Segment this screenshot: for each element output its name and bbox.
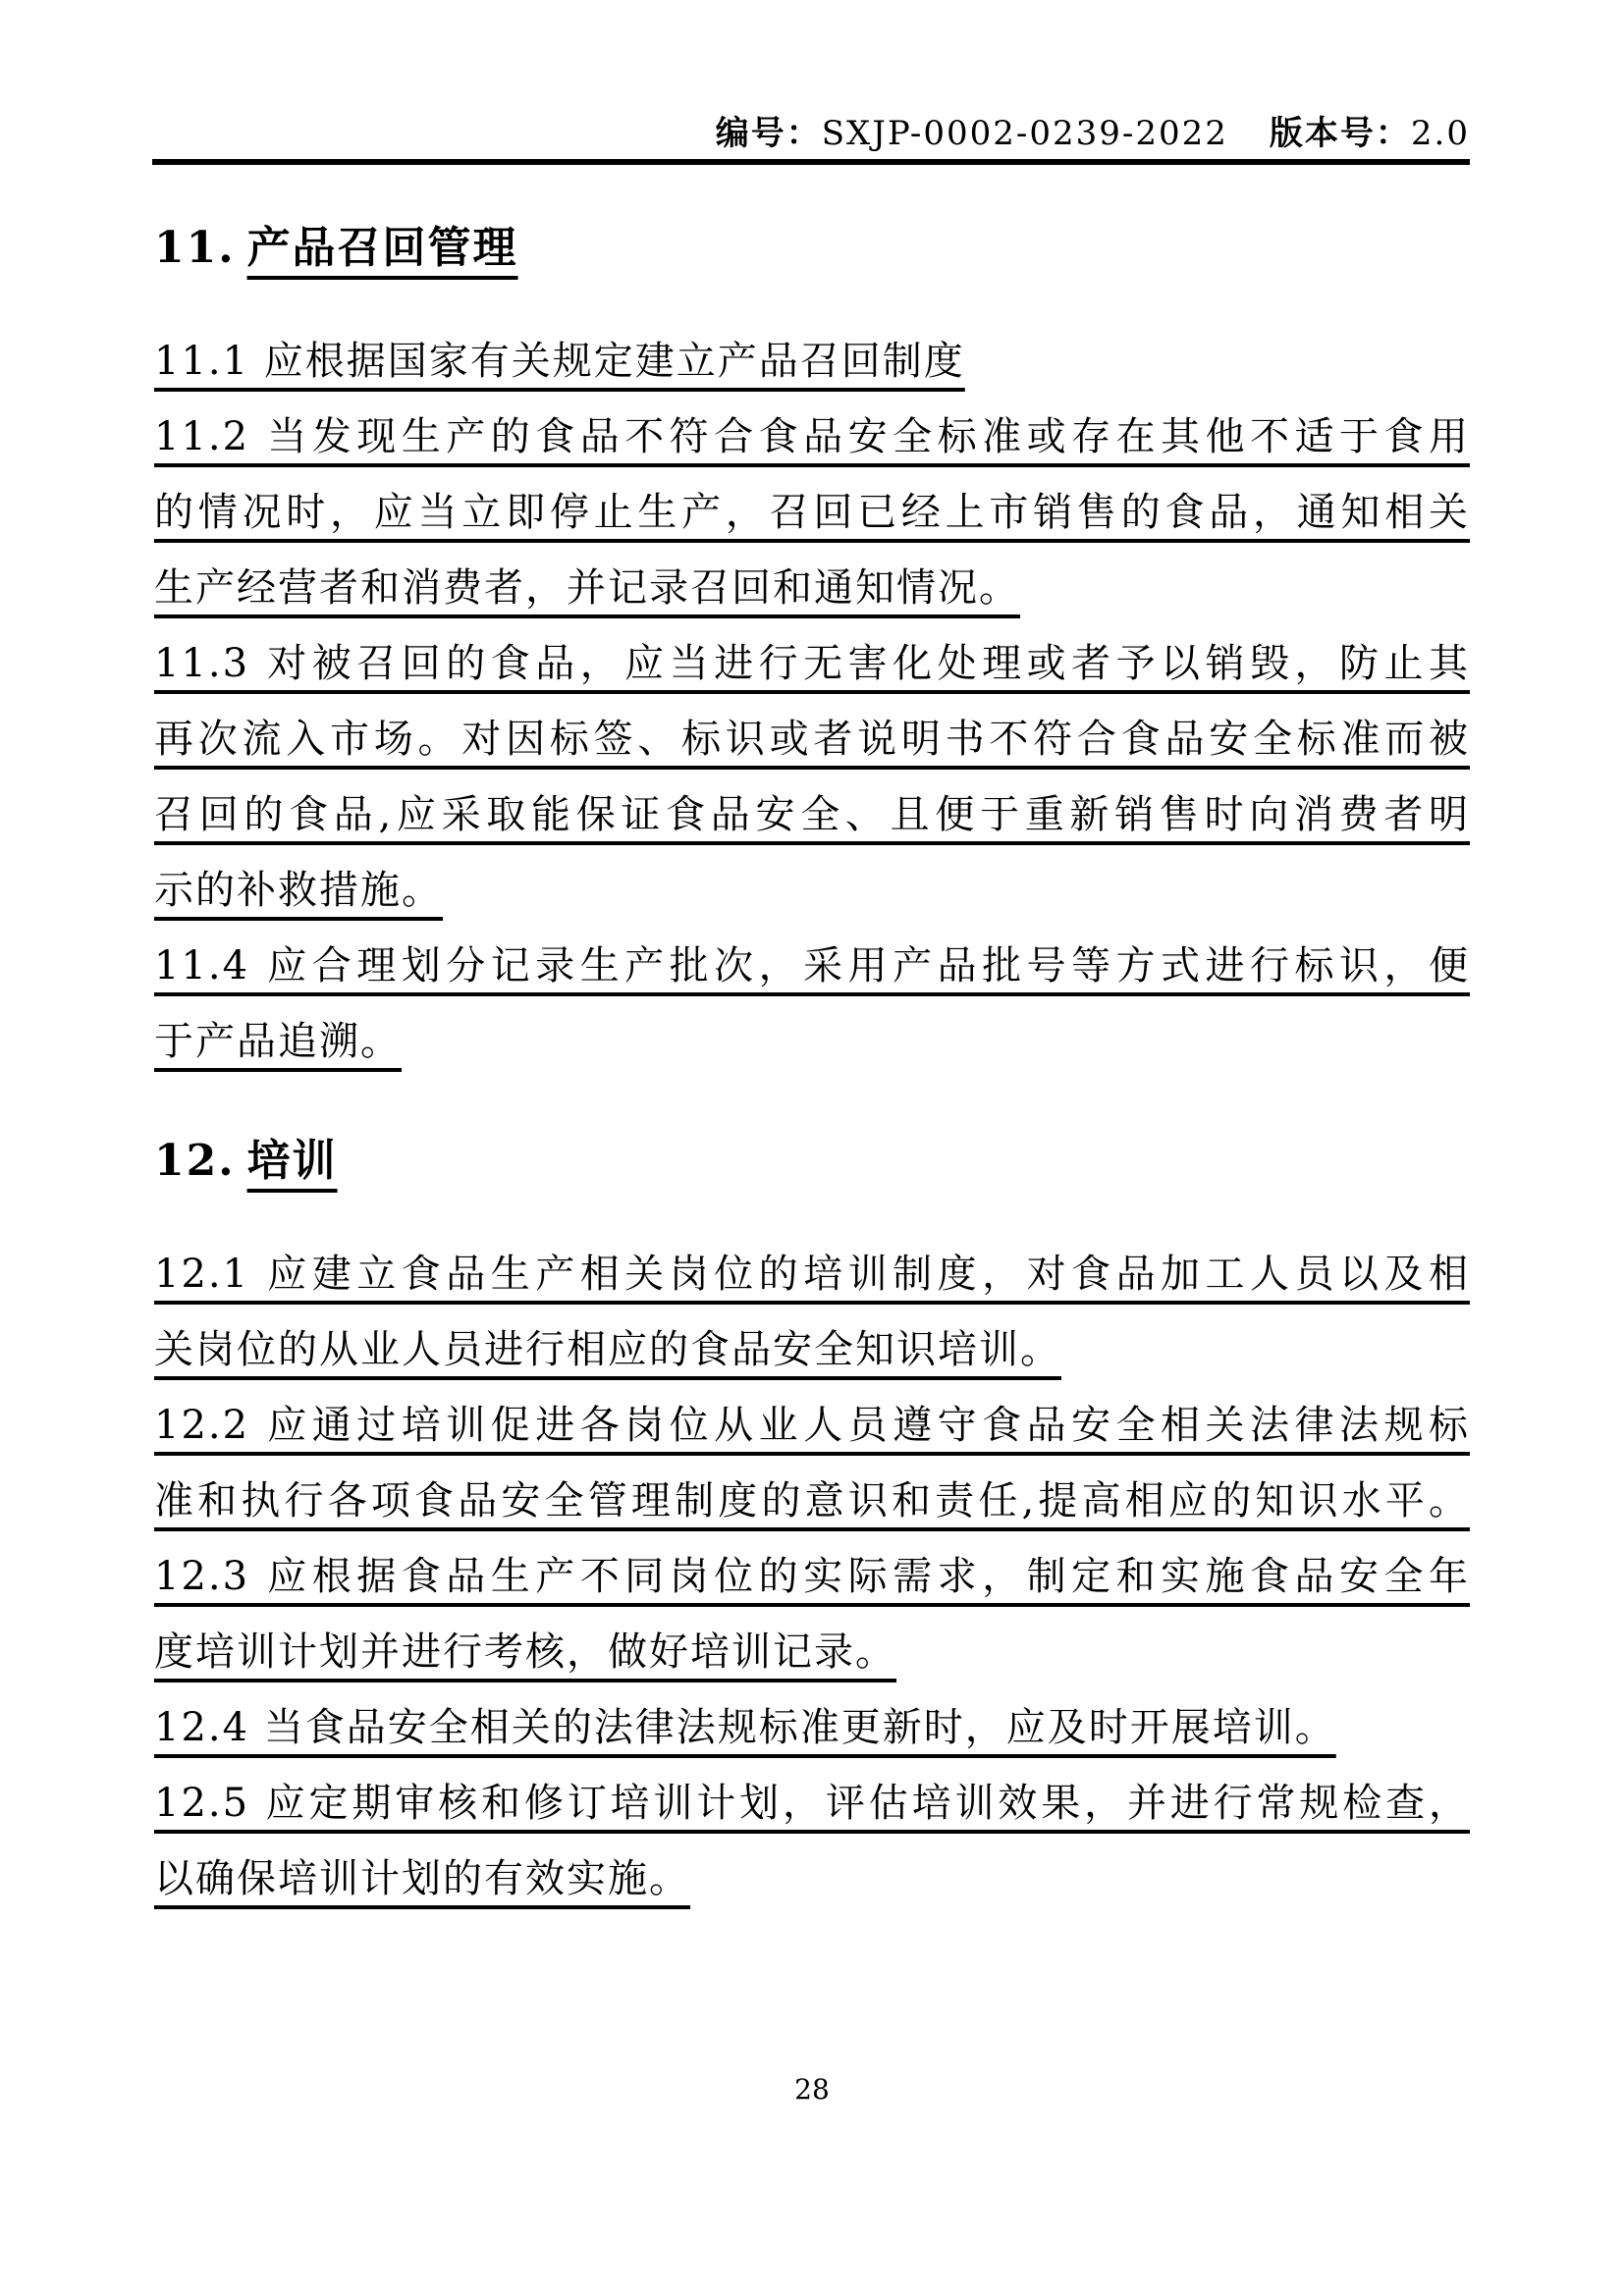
paragraph-line [154,702,1470,777]
header-rule [152,159,1470,165]
section-title: 培训 [246,1136,338,1186]
section-number: 11. [154,223,236,273]
line-text: 12.4 当食品安全相关的法律法规标准更新时，应及时开展培训。 [154,1705,1336,1750]
paragraph-line [154,551,1470,626]
line-text: 12.1 应建立食品生产相关岗位的培训制度，对食品加工人员以及相 [154,1252,1470,1297]
paragraph-line [154,1690,1470,1766]
line-text: 12.2 应通过培训促进各岗位从业人员遵守食品安全相关法律法规标 [154,1403,1470,1448]
document-header [152,106,1470,154]
paragraph-line [154,1388,1470,1464]
paragraph-line [154,777,1470,853]
paragraph-line [154,400,1470,475]
version-label: 版本号： [1269,114,1411,153]
line-text: 11.4 应合理划分记录生产批次，采用产品批号等方式进行标识，便 [154,943,1470,988]
line-text: 的情况时，应当立即停止生产，召回已经上市销售的食品，通知相关 [154,490,1470,535]
paragraph-line [154,1312,1470,1388]
section-title: 产品召回管理 [246,223,518,273]
code-value: SXJP-0002-0239-2022 [821,114,1228,153]
line-text: 11.1 应根据国家有关规定建立产品召回制度 [154,339,965,384]
paragraph-line [154,324,1470,400]
paragraph-line [154,1766,1470,1842]
line-text: 关岗位的从业人员进行相应的食品安全知识培训。 [154,1327,1061,1372]
paragraph-line [154,626,1470,702]
section-heading-11 [154,218,1470,279]
line-text: 度培训计划并进行考核，做好培训记录。 [154,1629,896,1675]
paragraph-line [154,1237,1470,1312]
paragraph-line [154,853,1470,929]
line-text: 12.3 应根据食品生产不同岗位的实际需求，制定和实施食品安全年 [154,1554,1470,1599]
line-text: 生产经营者和消费者，并记录召回和通知情况。 [154,565,1020,611]
code-label: 编号： [715,114,822,153]
section-number: 12. [154,1136,236,1186]
line-text: 召回的食品,应采取能保证食品安全、且便于重新销售时向消费者明 [154,792,1470,837]
line-text: 再次流入市场。对因标签、标识或者说明书不符合食品安全标准而被 [154,717,1470,762]
version-value: 2.0 [1410,114,1470,153]
line-text: 12.5 应定期审核和修订培训计划，评估培训效果，并进行常规检查， [154,1781,1470,1826]
document-body [154,218,1470,1917]
line-text: 以确保培训计划的有效实施。 [154,1856,690,1901]
line-text: 示的补救措施。 [154,868,443,913]
line-text: 准和执行各项食品安全管理制度的意识和责任,提高相应的知识水平。 [154,1478,1470,1523]
line-text: 11.3 对被召回的食品，应当进行无害化处理或者予以销毁，防止其 [154,641,1470,686]
paragraph-line [154,475,1470,551]
paragraph-line [154,1842,1470,1917]
page-number: 28 [794,2073,830,2106]
paragraph-line [154,929,1470,1004]
line-text: 于产品追溯。 [154,1019,402,1064]
paragraph-line [154,1464,1470,1539]
section-heading-12 [154,1131,1470,1192]
line-text: 11.2 当发现生产的食品不符合食品安全标准或存在其他不适于食用 [154,414,1470,459]
paragraph-line [154,1615,1470,1690]
paragraph-line [154,1004,1470,1080]
paragraph-line [154,1539,1470,1615]
